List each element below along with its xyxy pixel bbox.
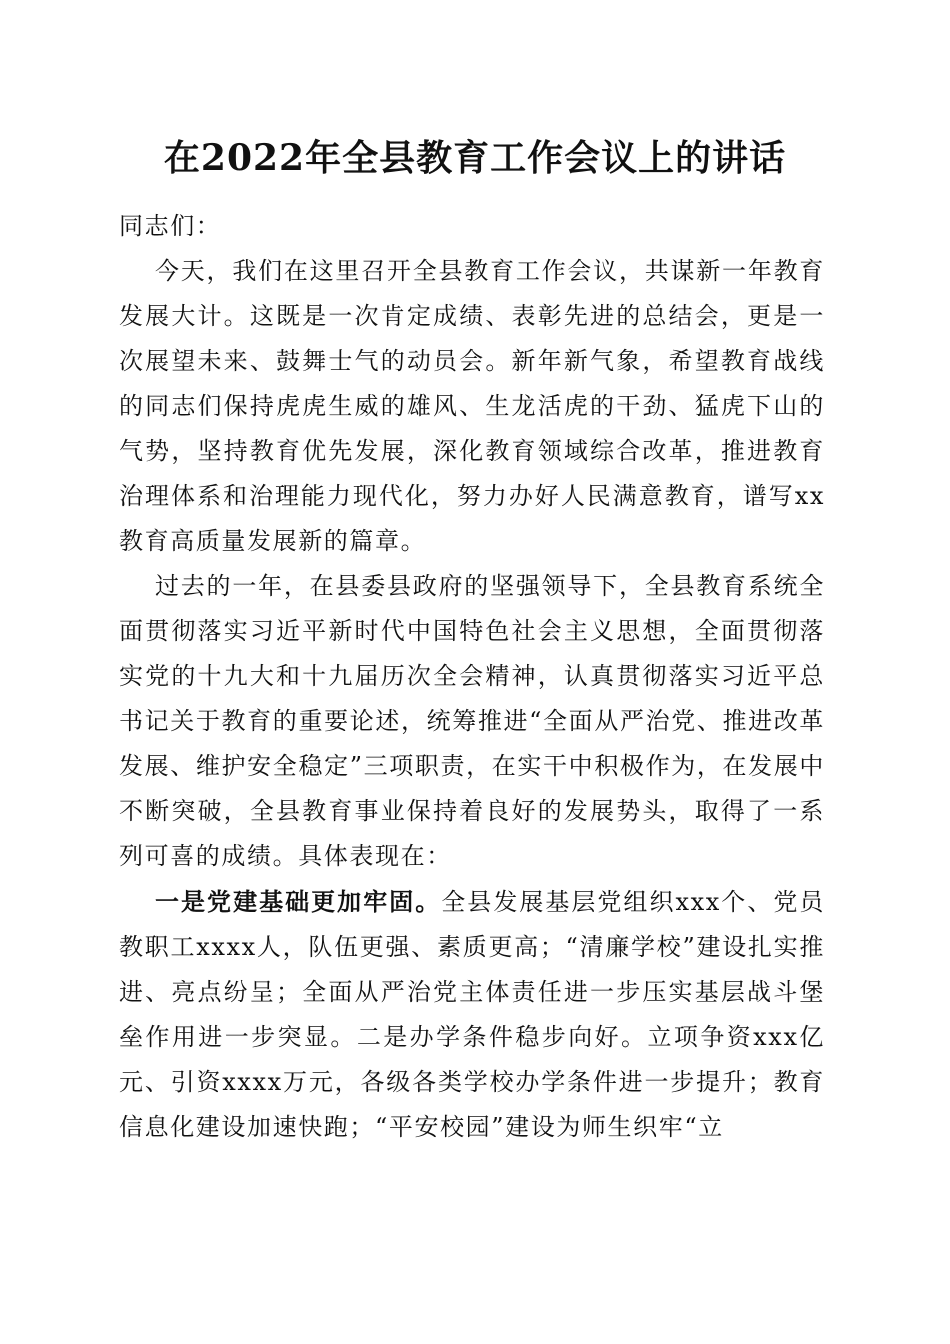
document-title: 在2022年全县教育工作会议上的讲话 [163,137,787,179]
paragraph-achievements-text: 全县发展基层党组织xxx个、党员教职工xxxx人，队伍更强、素质更高；“清廉学校”建设扎实推进、亮点纷呈；全面从严治党主体责任进一步压实基层战斗堡垒作用进一步突显。二是办学条件稳步向好。立项争资xxx亿元、引资xxxx万元，各级各类学校办学条件进一步提升；教育信息化建设加速快跑；“平安校园”建设为师生织牢“立 [119,888,825,1141]
paragraph-opening: 今天，我们在这里召开全县教育工作会议，共谋新一年教育发展大计。这既是一次肯定成绩、表彰先进的总结会，更是一次展望未来、鼓舞士气的动员会。新年新气象，希望教育战线的同志们保持虎虎生威的雄风、生龙活虎的干劲、猛虎下山的气势，坚持教育优先发展，深化教育领域综合改革，推进教育治理体系和治理能力现代化，努力办好人民满意教育，谱写xx教育高质量发展新的篇章。 [119,257,825,555]
document-body [119,204,825,1150]
paragraph-achievements-lead: 一是党建基础更加牢固。 [155,887,442,916]
paragraph-review: 过去的一年，在县委县政府的坚强领导下，全县教育系统全面贯彻落实习近平新时代中国特色社会主义思想，全面贯彻落实党的十九大和十九届历次全会精神，认真贯彻落实习近平总书记关于教育的重要论述，统筹推进“全面从严治党、推进改革发展、维护安全稳定”三项职责，在实干中积极作为，在发展中不断突破，全县教育事业保持着良好的发展势头，取得了一系列可喜的成绩。具体表现在： [119,572,825,870]
salutation: 同志们： [119,212,222,240]
paragraph-achievements [119,879,825,1150]
